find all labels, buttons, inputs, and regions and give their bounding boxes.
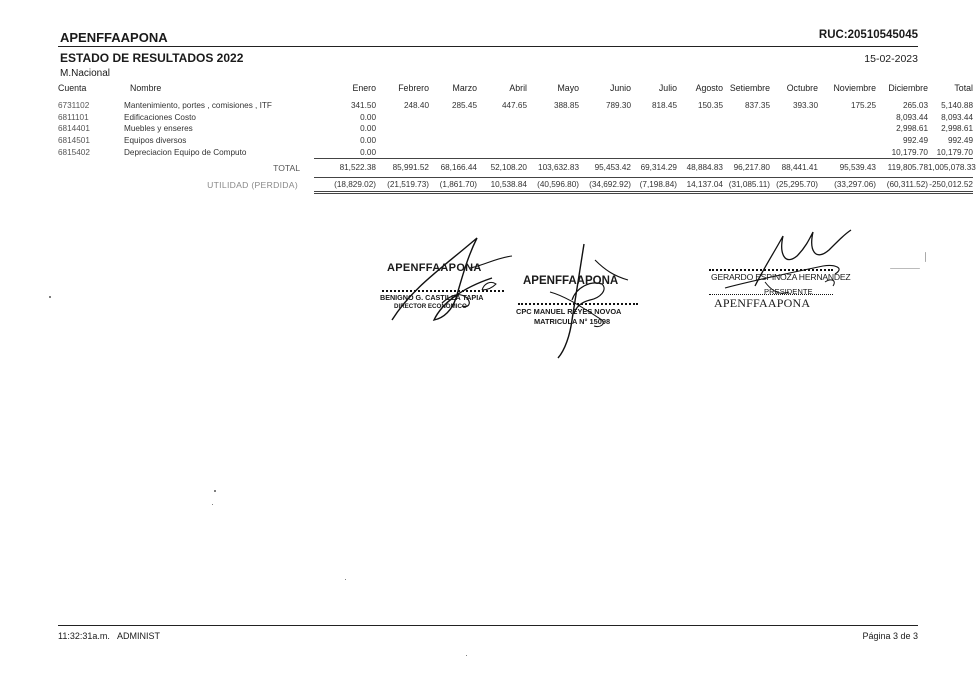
cell-value: 992.49 <box>947 136 973 146</box>
cell-value <box>477 135 527 147</box>
cell-value <box>376 112 429 124</box>
utilidad-row-value: -250,012.52 <box>928 177 973 192</box>
cell-value <box>677 112 723 124</box>
utilidad-row-label: UTILIDAD (PERDIDA) <box>207 179 298 190</box>
utilidad-row <box>52 177 973 192</box>
cell-value <box>677 135 723 147</box>
stamp-org-3: APENFFAAPONA <box>714 296 811 310</box>
stamp-dotted-line-2 <box>518 303 638 305</box>
cell-value <box>631 135 677 147</box>
cell-value: 265.03 <box>902 101 928 111</box>
cell-value: 8,093.44 <box>941 112 973 122</box>
column-header: Febrero <box>398 82 429 93</box>
spacer-cell <box>52 177 110 192</box>
handwritten-signature-1 <box>372 228 532 348</box>
total-row-value: 81,522.38 <box>314 158 376 177</box>
cell-value <box>579 123 631 135</box>
cell-value <box>723 112 770 124</box>
column-header: Diciembre <box>888 82 928 93</box>
table-header-row <box>52 79 973 96</box>
account-code: 6815402 <box>58 147 90 157</box>
table-row <box>52 112 973 124</box>
header-rule <box>58 46 918 47</box>
utilidad-row-value: 14,137.04 <box>677 177 723 192</box>
currency-label: M.Nacional <box>60 68 111 79</box>
cell-value <box>770 123 818 135</box>
cell-value: 393.30 <box>792 101 818 111</box>
column-header: Agosto <box>695 82 723 93</box>
total-row <box>52 158 973 177</box>
cell-value: 5,140.88 <box>941 101 973 111</box>
cell-value <box>376 146 429 158</box>
utilidad-row-value: (31,085.11) <box>723 177 770 192</box>
cell-value: 150.35 <box>697 101 723 111</box>
account-code: 6731102 <box>58 101 90 111</box>
cell-value: 10,179.70 <box>891 147 928 157</box>
cell-value <box>429 123 477 135</box>
utilidad-row-value: (60,311.52) <box>876 177 928 192</box>
total-row-value: 52,108.20 <box>477 158 527 177</box>
total-row-value: 1,005,078.33 <box>928 158 973 177</box>
cell-value <box>477 146 527 158</box>
cell-value <box>631 146 677 158</box>
cell-value: 789.30 <box>605 101 631 111</box>
cell-value: 8,093.44 <box>896 112 928 122</box>
column-header: Nombre <box>130 82 162 93</box>
stamp-dotted-line-3b <box>709 294 833 295</box>
total-row-value: 103,632.83 <box>527 158 579 177</box>
stamp-org-2: APENFFAAPONA <box>523 275 619 287</box>
utilidad-row-value: (18,829.02) <box>314 177 376 192</box>
column-header: Enero <box>352 82 376 93</box>
utilidad-row-value: (7,198.84) <box>631 177 677 192</box>
table-row <box>52 146 973 158</box>
account-name: Mantenimiento, portes , comisiones , ITF <box>124 101 272 111</box>
cell-value <box>376 135 429 147</box>
account-code: 6814401 <box>58 124 90 134</box>
total-row-value: 85,991.52 <box>376 158 429 177</box>
report-title: ESTADO DE RESULTADOS 2022 <box>60 51 244 65</box>
cell-value: 2,998.61 <box>941 124 973 134</box>
report-date: 15-02-2023 <box>864 53 918 65</box>
stamp-role-2: MATRICULA N° 15098 <box>534 317 611 326</box>
utilidad-row-value: (21,519.73) <box>376 177 429 192</box>
stamp-role-3: PRESIDENTE <box>764 287 813 296</box>
cell-value: 818.45 <box>651 101 677 111</box>
cell-value <box>770 135 818 147</box>
footer-user: ADMINIST <box>117 631 161 641</box>
cell-value <box>723 135 770 147</box>
column-header: Mayo <box>557 82 579 93</box>
cell-value: 341.50 <box>350 101 376 111</box>
cell-value <box>677 146 723 158</box>
total-row-value: 69,314.29 <box>631 158 677 177</box>
stamp-dotted-line-1 <box>382 290 504 292</box>
cell-value <box>677 123 723 135</box>
signature-contador <box>510 240 670 365</box>
cell-value: 388.85 <box>553 101 579 111</box>
table-row <box>52 135 973 147</box>
cell-value <box>818 112 876 124</box>
footer-page-number: Página 3 de 3 <box>862 631 918 641</box>
cell-value <box>818 146 876 158</box>
spacer-cell <box>52 158 110 177</box>
signature-director-economico <box>372 228 532 348</box>
cell-value <box>527 135 579 147</box>
total-row-value: 68,166.44 <box>429 158 477 177</box>
column-header: Julio <box>658 82 677 93</box>
account-name: Muebles y enseres <box>124 124 193 134</box>
cell-value <box>527 146 579 158</box>
stamp-org-1: APENFFAAPONA <box>387 262 482 274</box>
column-header: Total <box>954 82 973 93</box>
cell-value: 0.00 <box>360 112 376 122</box>
total-row-value: 95,539.43 <box>818 158 876 177</box>
cell-value <box>631 123 677 135</box>
cell-value <box>579 135 631 147</box>
stamp-name-1: BENIGNO G. CASTILLA TAPIA <box>380 293 484 302</box>
cell-value <box>579 146 631 158</box>
stamp-role-1: DIRECTOR ECONOMICO <box>394 303 467 310</box>
column-header: Junio <box>609 82 631 93</box>
cell-value <box>527 123 579 135</box>
utilidad-row-value: (1,861.70) <box>429 177 477 192</box>
utilidad-row-value: 10,538.84 <box>477 177 527 192</box>
column-header: Cuenta <box>58 82 87 93</box>
cell-value: 2,998.61 <box>896 124 928 134</box>
cell-value: 10,179.70 <box>936 147 973 157</box>
cell-value <box>429 146 477 158</box>
utilidad-row-value: (34,692.92) <box>579 177 631 192</box>
ruc-number: RUC:20510545045 <box>818 29 918 41</box>
total-row-value: 119,805.78 <box>876 158 928 177</box>
utilidad-row-value: (25,295.70) <box>770 177 818 192</box>
signature-presidente <box>705 226 865 326</box>
utilidad-row-value: (33,297.06) <box>818 177 876 192</box>
cell-value: 0.00 <box>360 136 376 146</box>
column-header: Octubre <box>786 82 818 93</box>
footer-time: 11:32:31a.m. <box>58 631 110 641</box>
utilidad-row-value: (40,596.80) <box>527 177 579 192</box>
cell-value: 992.49 <box>902 136 928 146</box>
total-row-value: 96,217.80 <box>723 158 770 177</box>
column-header: Noviembre <box>833 82 876 93</box>
cell-value: 447.65 <box>501 101 527 111</box>
column-header: Marzo <box>452 82 477 93</box>
cell-value <box>770 112 818 124</box>
cell-value <box>723 146 770 158</box>
table-row <box>52 123 973 135</box>
column-header: Abril <box>509 82 527 93</box>
cell-value <box>818 123 876 135</box>
cell-value <box>477 112 527 124</box>
account-name: Equipos diversos <box>124 136 187 146</box>
stamp-name-3: GERARDO ESPINOZA HERNANDEZ <box>711 272 851 282</box>
footer-rule <box>58 625 918 626</box>
cell-value <box>429 135 477 147</box>
cell-value <box>631 112 677 124</box>
income-statement-table <box>52 79 976 194</box>
total-row-value: 95,453.42 <box>579 158 631 177</box>
account-code: 6814501 <box>58 136 90 146</box>
cell-value: 0.00 <box>360 147 376 157</box>
company-name: APENFFAAPONA <box>60 30 168 45</box>
cell-value <box>770 146 818 158</box>
cell-value <box>376 123 429 135</box>
cell-value: 248.40 <box>403 101 429 111</box>
cell-value: 175.25 <box>850 101 876 111</box>
cell-value <box>818 135 876 147</box>
cell-value <box>477 123 527 135</box>
account-code: 6811101 <box>58 112 89 122</box>
cell-value: 0.00 <box>360 124 376 134</box>
cell-value <box>429 112 477 124</box>
account-name: Depreciacion Equipo de Computo <box>124 147 247 157</box>
cell-value: 285.45 <box>451 101 477 111</box>
total-row-value: 48,884.83 <box>677 158 723 177</box>
cell-value: 837.35 <box>744 101 770 111</box>
stamp-dotted-line-3a <box>709 269 833 271</box>
cell-value <box>579 112 631 124</box>
table-row <box>52 96 973 112</box>
table-body <box>52 96 976 192</box>
total-row-value: 88,441.41 <box>770 158 818 177</box>
total-row-label: TOTAL <box>273 162 300 173</box>
cell-value <box>527 112 579 124</box>
stamp-name-2: CPC MANUEL REYES NOVOA <box>516 307 622 316</box>
column-header: Setiembre <box>729 82 770 93</box>
cell-value <box>723 123 770 135</box>
account-name: Edificaciones Costo <box>124 112 196 122</box>
